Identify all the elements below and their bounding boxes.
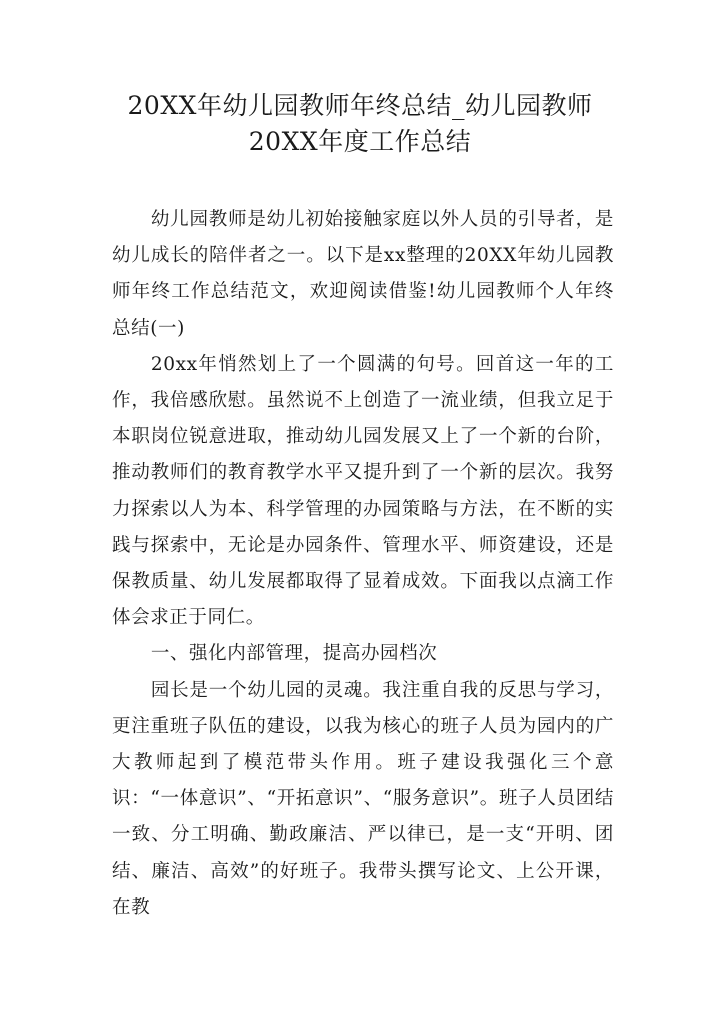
paragraph-intro: 幼儿园教师是幼儿初始接触家庭以外人员的引导者，是幼儿成长的陪伴者之一。以下是xx整理的20XX年幼儿园教师年终工作总结范文，欢迎阅读借鉴!幼儿园教师个人年终总结(一) <box>112 209 614 339</box>
section-heading-1: 一、强化内部管理，提高办园档次 <box>150 643 438 665</box>
title-line-2: 20XX年度工作总结 <box>248 127 472 156</box>
document-title <box>60 88 660 160</box>
paragraph-review: 20xx年悄然划上了一个圆满的句号。回首这一年的工作，我倍感欣慰。虽然说不上创造了一流业绩，但我立足于本职岗位锐意进取，推动幼儿园发展又上了一个新的台阶，推动教师们的教育教学水平又提升到了一个新的层次。我努力探索以人为本、科学管理的办园策略与方法，在不断的实践与探索中，无论是办园条件、管理水平、师资建设，还是保教质量、幼儿发展都取得了显着成效。下面我以点滴工作体会求正于同仁。 <box>112 353 614 629</box>
title-line-1: 20XX年幼儿园教师年终总结_幼儿园教师 <box>127 91 593 120</box>
paragraph-management: 园长是一个幼儿园的灵魂。我注重自我的反思与学习，更注重班子队伍的建设，以我为核心的班子人员为园内的广大教师起到了模范带头作用。班子建设我强化三个意识：“一体意识”、“开拓意识”、“服务意识”。班子人员团结一致、分工明确、勤政廉洁、严以律已，是一支“开明、团结、廉洁、高效”的好班子。我带头撰写论文、上公开课，在教 <box>112 679 614 918</box>
document-body <box>112 202 614 926</box>
